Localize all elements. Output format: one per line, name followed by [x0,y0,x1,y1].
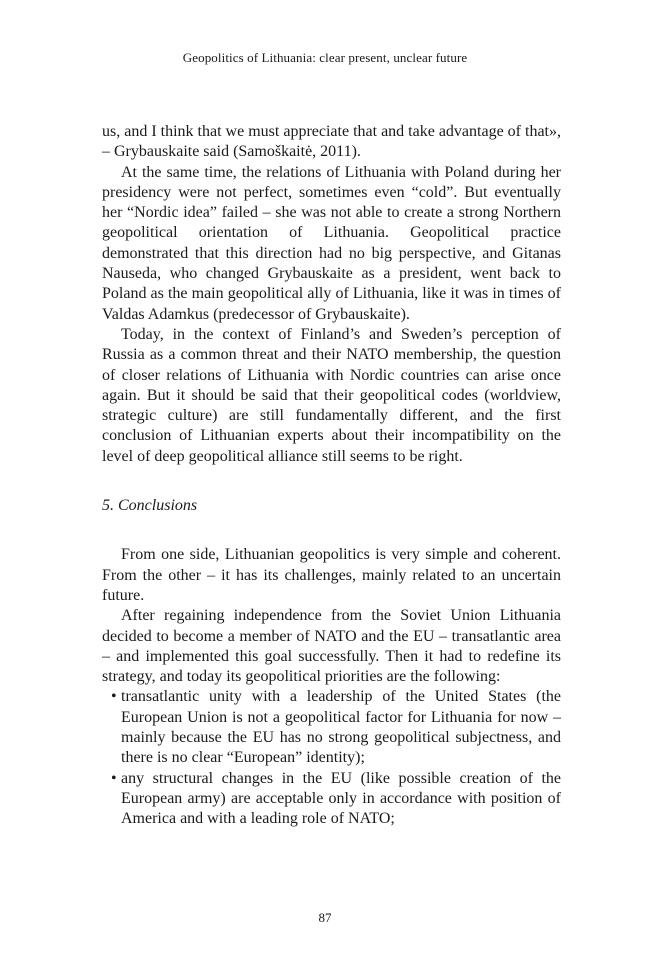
list-item-text: transatlantic unity with a leadership of the United States (the European Union is not a geopolitical factor for Lithuania for now – mainly because the EU has no strong geopolitical subjectness, and there is no clear “European” identity); [121,688,561,767]
paragraph-conclusions-intro: From one side, Lithuanian geopolitics is very simple and coherent. From the other – it has its challenges, mainly related to an uncertain future. [102,546,561,604]
paragraph-nordic-context: Today, in the context of Finland’s and Sweden’s perception of Russia as a common threat and their NATO membership, the question of closer relations of Lithuania with Nordic countries can arise once again. But it should be said that their geopolitical codes (worldview, strategic culture) are still fundamentally different, and the first conclusion of Lithuanian experts about their incompatibility on the level of deep geopolitical alliance still seems to be right. [102,325,561,465]
paragraph-poland-relations: At the same time, the relations of Lithuania with Poland during her presidency were not perfect, sometimes even “cold”. But eventually her “Nordic idea” failed – she was not able to create a strong Northern geopolitical orientation of Lithuania. Geopolitical practice demonstrated that this direction had no big perspective, and Gitanas Nauseda, who changed Grybauskaite as a president, went back to Poland as the main geopolitical ally of Lithuania, like it was in times of Valdas Adamkus (predecessor of Grybauskaite). [102,163,561,323]
priorities-list [102,687,561,829]
list-item [102,687,561,768]
list-item-text: any structural changes in the EU (like possible creation of the European army) are acceptable only in accordance with position of America and with a leading role of NATO; [121,769,561,828]
list-item [102,769,561,830]
bullet-icon: • [111,688,117,706]
page-number: 87 [318,910,332,925]
page-body [102,122,561,830]
paragraph-priorities: After regaining independence from the Soviet Union Lithuania decided to become a member of NATO and the EU – transatlantic area – and implemented this goal successfully. Then it had to redefine its strategy, and today its geopolitical priorities are the following: [102,607,561,686]
bullet-icon: • [111,769,117,787]
section-heading: 5. Conclusions [102,497,198,515]
paragraph-quote-end: us, and I think that we must appreciate that and take advantage of that», – Grybauskaite said (Samoškaitė, 2011). [102,123,561,161]
running-header: Geopolitics of Lithuania: clear present, unclear future [182,50,468,65]
